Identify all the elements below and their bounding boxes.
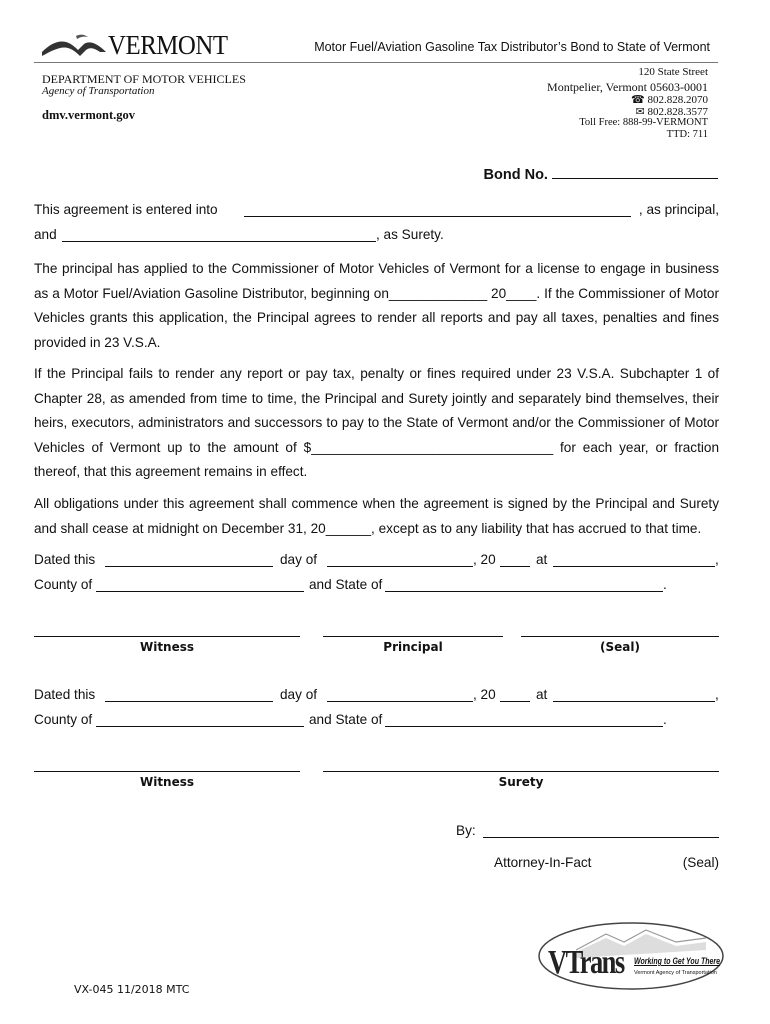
address-ttd: TTD: 711 <box>666 129 708 140</box>
address-city: Montpelier, Vermont 05603-0001 <box>547 80 708 94</box>
seal-label: (Seal) <box>600 640 640 654</box>
principal-label: Principal <box>383 640 443 654</box>
witness-signature-line[interactable] <box>34 636 300 637</box>
as-principal-text: , as principal, <box>638 202 719 217</box>
dated-line-1: Dated this day of , 20 at , <box>34 552 719 567</box>
dated-day-field[interactable] <box>105 687 273 702</box>
seal-signature-line[interactable] <box>521 636 719 637</box>
as-surety-text: , as Surety. <box>376 227 444 242</box>
by-text: By: <box>456 823 476 838</box>
vtrans-wordmark: VTrans <box>548 944 624 981</box>
dated-year-field[interactable] <box>500 552 530 567</box>
vtrans-tagline: Working to Get You There <box>634 956 721 966</box>
dated-month-field[interactable] <box>327 687 473 702</box>
department-name: DEPARTMENT OF MOTOR VEHICLES <box>42 72 246 86</box>
county-field[interactable] <box>96 577 304 592</box>
dated-year-field[interactable] <box>500 687 530 702</box>
paragraph-obligations: All obligations under this agreement shall commence when the agreement is signed by the Principal and Surety and shall cease at midnight on December 31, 20______, except as to any liability that has accrued to that time. <box>34 496 719 536</box>
attorney-signature-field[interactable] <box>483 823 719 838</box>
witness-label: Witness <box>139 640 195 654</box>
agreement-text: This agreement is entered into <box>34 202 218 217</box>
county-line-1: County of and State of . <box>34 577 667 592</box>
principal-name-field[interactable] <box>244 202 631 217</box>
bond-number-field[interactable] <box>552 164 718 179</box>
form-title: Motor Fuel/Aviation Gasoline Tax Distributor’s Bond to State of Vermont <box>314 40 710 54</box>
address-phone: ☎ 802.828.2070 <box>631 94 708 106</box>
paragraph-application: The principal has applied to the Commissioner of Motor Vehicles of Vermont for a license to engage in business as a Motor Fuel/Aviation Gasoline Distributor, beginning on_____________ 20____. If the Commissioner of Motor Vehicles grants this application, the Principal agrees to render all reports and pay all taxes, penalties and fines provided in 23 V.S.A. <box>34 261 719 350</box>
address-toll-free: Toll Free: 888-99-VERMONT <box>579 117 708 128</box>
bond-number <box>484 164 718 183</box>
year-prefix-text: , 20 <box>473 552 496 567</box>
and-state-of-text: and State of <box>309 712 383 727</box>
address-street: 120 State Street <box>638 66 708 78</box>
witness-label: Witness <box>139 775 195 789</box>
attorney-in-fact-label: Attorney-In-Fact <box>494 855 592 870</box>
by-line <box>34 823 719 843</box>
header-divider <box>34 62 718 63</box>
dated-place-field[interactable] <box>553 687 715 702</box>
attorney-line <box>34 855 719 875</box>
dated-month-field[interactable] <box>327 552 473 567</box>
dated-this-text: Dated this <box>34 687 96 702</box>
and-text: and <box>34 227 57 242</box>
dated-place-field[interactable] <box>553 552 715 567</box>
surety-label: Surety <box>498 775 544 789</box>
surety-name-field[interactable] <box>62 227 376 242</box>
vtrans-logo <box>536 920 726 992</box>
county-line-2: County of and State of . <box>34 712 667 727</box>
surety-signature-line[interactable] <box>323 771 719 772</box>
attorney-seal-label: (Seal) <box>682 855 719 870</box>
and-state-of-text: and State of <box>309 577 383 592</box>
county-field[interactable] <box>96 712 304 727</box>
agency-name: Agency of Transportation <box>42 85 155 97</box>
principal-signature-line[interactable] <box>323 636 503 637</box>
dated-this-text: Dated this <box>34 552 96 567</box>
day-of-text: day of <box>280 552 318 567</box>
day-of-text: day of <box>280 687 318 702</box>
vtrans-agency: Vermont Agency of Transportation <box>634 970 717 976</box>
at-text: at <box>536 687 548 702</box>
paragraph-liability: If the Principal fails to render any report or pay tax, penalty or fines required under 23 V.S.A. Subchapter 1 of Chapter 28, as amended from time to time, the Principal and Surety jointly and separately bind themselves, their heirs, executors, administrators and successors to pay to the State of Vermont and/or the Commissioner of Motor Vehicles of Vermont up to the amount of $________________________________ for each year, or fraction thereof, that this agreement remains in effect. <box>34 366 719 479</box>
website-link[interactable]: dmv.vermont.gov <box>42 108 136 122</box>
year-prefix-text: , 20 <box>473 687 496 702</box>
address-fax: ✉ 802.828.3577 <box>635 106 708 118</box>
county-of-text: County of <box>34 577 93 592</box>
form-code: VX-045 11/2018 MTC <box>74 983 190 996</box>
agreement-surety-line <box>34 227 719 247</box>
dated-day-field[interactable] <box>105 552 273 567</box>
state-wordmark: VERMONT <box>108 30 228 60</box>
at-text: at <box>536 552 548 567</box>
state-field[interactable] <box>385 577 663 592</box>
state-field[interactable] <box>385 712 663 727</box>
county-of-text: County of <box>34 712 93 727</box>
bond-number-label: Bond No. <box>483 167 552 183</box>
witness-signature-line[interactable] <box>34 771 300 772</box>
agreement-principal-line <box>34 202 719 222</box>
dated-line-2: Dated this day of , 20 at , <box>34 687 719 702</box>
